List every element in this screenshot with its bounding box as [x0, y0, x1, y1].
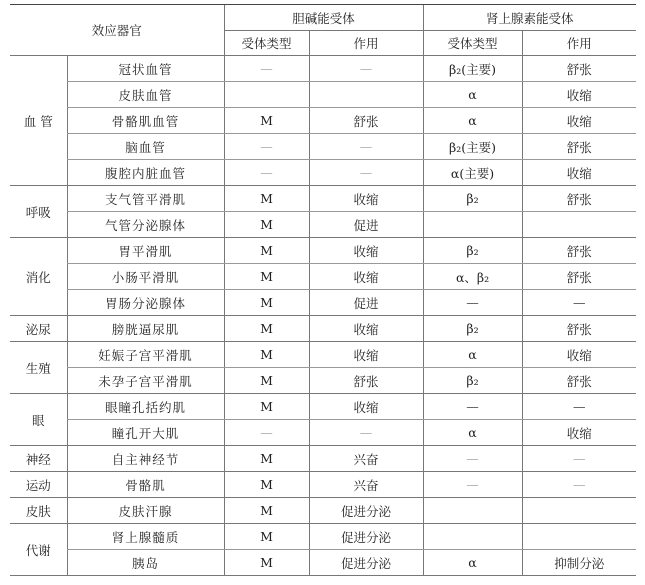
header-cholinergic-type: 受体类型: [224, 31, 309, 56]
cholinergic-effect-cell: 收缩: [309, 342, 423, 368]
cholinergic-type-cell: M: [224, 238, 309, 264]
organ-cell: 未孕子宫平滑肌: [67, 368, 224, 394]
organ-cell: 冠状血管: [67, 56, 224, 82]
organ-cell: 皮肤血管: [67, 82, 224, 108]
cholinergic-effect-cell: —: [309, 134, 423, 160]
organ-cell: 腹腔内脏血管: [67, 160, 224, 186]
cholinergic-type-cell: M: [224, 290, 309, 316]
cholinergic-type-cell: M: [224, 524, 309, 550]
table-body: [10, 56, 636, 576]
system-cell: 眼: [10, 394, 67, 446]
table-row: [10, 160, 636, 186]
cholinergic-effect-cell: 促进分泌: [309, 550, 423, 576]
adrenergic-effect-cell: —: [522, 290, 636, 316]
cholinergic-type-cell: —: [224, 160, 309, 186]
adrenergic-type-cell: α: [423, 420, 522, 446]
adrenergic-effect-cell: —: [522, 446, 636, 472]
table-row: [10, 498, 636, 524]
adrenergic-type-cell: α: [423, 550, 522, 576]
cholinergic-effect-cell: 收缩: [309, 316, 423, 342]
organ-cell: 自主神经节: [67, 446, 224, 472]
table-row: [10, 264, 636, 290]
cholinergic-effect-cell: 舒张: [309, 368, 423, 394]
adrenergic-effect-cell: 舒张: [522, 368, 636, 394]
receptor-table-container: [10, 4, 636, 576]
adrenergic-type-cell: α: [423, 342, 522, 368]
adrenergic-effect-cell: —: [522, 472, 636, 498]
organ-cell: 皮肤汗腺: [67, 498, 224, 524]
cholinergic-effect-cell: 促进: [309, 212, 423, 238]
adrenergic-type-cell: [423, 498, 522, 524]
header-adrenergic: 肾上腺素能受体: [423, 5, 636, 31]
cholinergic-type-cell: M: [224, 108, 309, 134]
table-row: [10, 342, 636, 368]
system-cell: 生殖: [10, 342, 67, 394]
adrenergic-type-cell: β₂: [423, 238, 522, 264]
table-row: [10, 316, 636, 342]
organ-cell: 膀胱逼尿肌: [67, 316, 224, 342]
organ-cell: 支气管平滑肌: [67, 186, 224, 212]
table-row: [10, 446, 636, 472]
cholinergic-effect-cell: [309, 82, 423, 108]
adrenergic-type-cell: β₂: [423, 316, 522, 342]
cholinergic-type-cell: —: [224, 56, 309, 82]
header-organ: 效应器官: [10, 5, 224, 56]
system-cell: 运动: [10, 472, 67, 498]
cholinergic-type-cell: —: [224, 420, 309, 446]
organ-cell: 眼瞳孔括约肌: [67, 394, 224, 420]
adrenergic-type-cell: β₂: [423, 368, 522, 394]
cholinergic-type-cell: M: [224, 316, 309, 342]
cholinergic-effect-cell: 舒张: [309, 108, 423, 134]
adrenergic-effect-cell: 收缩: [522, 160, 636, 186]
adrenergic-type-cell: β₂(主要): [423, 56, 522, 82]
organ-cell: 胰岛: [67, 550, 224, 576]
table-row: [10, 420, 636, 446]
header-adrenergic-effect: 作用: [522, 31, 636, 56]
adrenergic-type-cell: —: [423, 472, 522, 498]
table-row: [10, 134, 636, 160]
system-cell: 血 管: [10, 56, 67, 186]
table-row: [10, 56, 636, 82]
system-cell: 皮肤: [10, 498, 67, 524]
adrenergic-effect-cell: —: [522, 394, 636, 420]
adrenergic-effect-cell: 舒张: [522, 316, 636, 342]
organ-cell: 骨骼肌: [67, 472, 224, 498]
adrenergic-effect-cell: 收缩: [522, 342, 636, 368]
cholinergic-type-cell: M: [224, 264, 309, 290]
header-cholinergic-effect: 作用: [309, 31, 423, 56]
adrenergic-type-cell: α(主要): [423, 160, 522, 186]
table-row: [10, 550, 636, 576]
adrenergic-type-cell: β₂: [423, 186, 522, 212]
organ-cell: 瞳孔开大肌: [67, 420, 224, 446]
table-row: [10, 368, 636, 394]
adrenergic-effect-cell: [522, 212, 636, 238]
table-row: [10, 238, 636, 264]
cholinergic-type-cell: M: [224, 342, 309, 368]
cholinergic-effect-cell: —: [309, 160, 423, 186]
table-row: [10, 472, 636, 498]
cholinergic-effect-cell: 收缩: [309, 394, 423, 420]
cholinergic-effect-cell: 收缩: [309, 264, 423, 290]
adrenergic-effect-cell: 舒张: [522, 186, 636, 212]
cholinergic-type-cell: —: [224, 134, 309, 160]
system-cell: 消化: [10, 238, 67, 316]
table-row: [10, 212, 636, 238]
adrenergic-type-cell: —: [423, 394, 522, 420]
table-row: [10, 290, 636, 316]
adrenergic-effect-cell: [522, 524, 636, 550]
header-cholinergic: 胆碱能受体: [224, 5, 423, 31]
cholinergic-effect-cell: 兴奋: [309, 446, 423, 472]
cholinergic-type-cell: M: [224, 186, 309, 212]
cholinergic-effect-cell: 收缩: [309, 186, 423, 212]
adrenergic-type-cell: α、β₂: [423, 264, 522, 290]
system-cell: 神经: [10, 446, 67, 472]
organ-cell: 脑血管: [67, 134, 224, 160]
adrenergic-type-cell: [423, 524, 522, 550]
cholinergic-effect-cell: 收缩: [309, 238, 423, 264]
system-cell: 呼吸: [10, 186, 67, 238]
organ-cell: 气管分泌腺体: [67, 212, 224, 238]
cholinergic-type-cell: M: [224, 394, 309, 420]
system-cell: 泌尿: [10, 316, 67, 342]
adrenergic-effect-cell: 抑制分泌: [522, 550, 636, 576]
header-adrenergic-type: 受体类型: [423, 31, 522, 56]
organ-cell: 肾上腺髓质: [67, 524, 224, 550]
receptor-table: [10, 4, 636, 576]
adrenergic-effect-cell: 舒张: [522, 56, 636, 82]
table-row: [10, 82, 636, 108]
cholinergic-effect-cell: —: [309, 420, 423, 446]
cholinergic-effect-cell: 促进分泌: [309, 524, 423, 550]
cholinergic-effect-cell: —: [309, 56, 423, 82]
adrenergic-type-cell: α: [423, 108, 522, 134]
table-row: [10, 186, 636, 212]
cholinergic-type-cell: M: [224, 550, 309, 576]
adrenergic-type-cell: —: [423, 446, 522, 472]
cholinergic-effect-cell: 兴奋: [309, 472, 423, 498]
cholinergic-type-cell: M: [224, 446, 309, 472]
cholinergic-type-cell: M: [224, 472, 309, 498]
organ-cell: 骨骼肌血管: [67, 108, 224, 134]
adrenergic-type-cell: β₂(主要): [423, 134, 522, 160]
adrenergic-effect-cell: 收缩: [522, 420, 636, 446]
adrenergic-effect-cell: [522, 498, 636, 524]
cholinergic-type-cell: M: [224, 212, 309, 238]
organ-cell: 胃肠分泌腺体: [67, 290, 224, 316]
adrenergic-effect-cell: 舒张: [522, 134, 636, 160]
adrenergic-effect-cell: 收缩: [522, 108, 636, 134]
table-row: [10, 108, 636, 134]
cholinergic-type-cell: [224, 82, 309, 108]
table-row: [10, 394, 636, 420]
table-row: [10, 524, 636, 550]
organ-cell: 妊娠子宫平滑肌: [67, 342, 224, 368]
cholinergic-effect-cell: 促进分泌: [309, 498, 423, 524]
organ-cell: 胃平滑肌: [67, 238, 224, 264]
adrenergic-effect-cell: 舒张: [522, 238, 636, 264]
cholinergic-type-cell: M: [224, 498, 309, 524]
adrenergic-effect-cell: 收缩: [522, 82, 636, 108]
cholinergic-type-cell: M: [224, 368, 309, 394]
system-cell: 代谢: [10, 524, 67, 576]
adrenergic-effect-cell: 舒张: [522, 264, 636, 290]
adrenergic-type-cell: α: [423, 82, 522, 108]
adrenergic-type-cell: —: [423, 290, 522, 316]
organ-cell: 小肠平滑肌: [67, 264, 224, 290]
cholinergic-effect-cell: 促进: [309, 290, 423, 316]
table-header: [10, 5, 636, 56]
adrenergic-type-cell: [423, 212, 522, 238]
